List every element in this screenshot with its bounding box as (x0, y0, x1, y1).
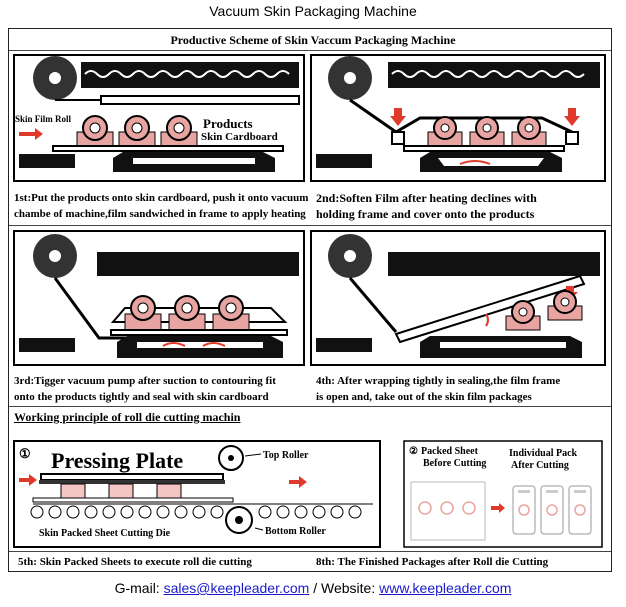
frame-clamp (392, 132, 404, 144)
heater-plate (388, 62, 600, 88)
chamber-cavity (440, 342, 566, 348)
roll-hub-icon (49, 72, 61, 84)
page-title: Vacuum Skin Packaging Machine (209, 3, 417, 19)
step8-diagram (403, 440, 603, 548)
cardboard-plate (404, 146, 564, 151)
roller-axle-icon (228, 455, 234, 461)
cut-pack-icon (541, 486, 563, 534)
packed-sheet (33, 498, 233, 502)
packed-sheet-label-1: Packed Sheet (421, 446, 478, 457)
packed-sheet-label-2: Before Cutting (423, 458, 487, 469)
machine-base-left (19, 154, 75, 168)
packed-item-icon (157, 484, 181, 498)
top-roller-label: Top Roller (263, 450, 309, 461)
step2-diagram (310, 54, 606, 182)
gmail-label: G-mail: (114, 580, 164, 596)
step2-caption-line1: 2nd:Soften Film after heating declines with (316, 191, 537, 205)
frame-clamp (566, 132, 578, 144)
heater-plate (97, 252, 299, 276)
label-products: Products (203, 116, 253, 131)
cardboard-plate (53, 146, 283, 151)
machine-base-left (19, 338, 75, 352)
packed-item-icon (61, 484, 85, 498)
chamber-cavity (133, 158, 255, 164)
step3-caption-line2: onto the products tightly and seal with skin cardboard (14, 391, 269, 403)
divider (9, 551, 611, 552)
footer-contact (0, 580, 626, 596)
sheet-die-label: Skin Packed Sheet Cutting Die (39, 528, 171, 539)
heater-plate (388, 252, 600, 276)
individual-pack-label-2: After Cutting (511, 460, 569, 471)
cutting-die (39, 480, 225, 484)
roll-hub-icon (344, 250, 356, 262)
step4-caption-line1: 4th: After wrapping tightly in sealing,the film frame (316, 375, 561, 387)
chamber-cavity (438, 158, 544, 166)
website-link[interactable]: www.keepleader.com (379, 580, 512, 596)
roll-hub-icon (49, 250, 61, 262)
email-link[interactable]: sales@keepleader.com (163, 580, 310, 596)
cardboard-plate (111, 330, 287, 335)
circle-number-2: ② (409, 446, 418, 457)
step5-caption: 5th: Skin Packed Sheets to execute roll die cutting (18, 556, 252, 568)
machine-base-left (316, 154, 372, 168)
step8-caption: 8th: The Finished Packages after Roll die Cutting (316, 556, 549, 568)
bottom-roller-label: Bottom Roller (265, 526, 326, 537)
circle-number-1: ① (19, 446, 31, 461)
step2-caption-line2: holding frame and cover onto the products (316, 207, 535, 221)
roll-hub-icon (344, 72, 356, 84)
step3-caption-line1: 3rd:Tigger vacuum pump after suction to contouring fit (14, 375, 276, 387)
pressing-plate (41, 474, 223, 480)
cut-pack-icon (569, 486, 591, 534)
label-cardboard: Skin Cardboard (201, 131, 278, 143)
chamber-cavity (137, 342, 263, 348)
step3-diagram (13, 230, 305, 366)
scheme-title: Productive Scheme of Skin Vaccum Packaging Machine (170, 33, 456, 47)
machine-base-left (316, 338, 372, 352)
individual-pack-label-1: Individual Pack (509, 448, 578, 459)
step5-diagram (13, 440, 381, 548)
divider (9, 225, 611, 226)
step4-caption-line2: is open and, take out of the skin film packages (316, 391, 532, 403)
label-film-roll: Skin Film Roll (15, 114, 72, 124)
packed-item-icon (109, 484, 133, 498)
step4-diagram (310, 230, 606, 366)
cut-pack-icon (513, 486, 535, 534)
divider (9, 406, 611, 407)
step1-caption-line2: chambe of machine,film sandwiched in frame to apply heating (14, 208, 306, 220)
roller-axle-icon (235, 516, 243, 524)
step1-caption-line1: 1st:Put the products onto skin cardboard, push it onto vacuum (14, 192, 309, 204)
divider (9, 50, 611, 51)
cutting-section-title: Working principle of roll die cutting machin (14, 410, 241, 424)
pressing-plate-label: Pressing Plate (51, 448, 184, 473)
website-label: / Website: (309, 580, 380, 596)
step1-diagram (13, 54, 305, 182)
